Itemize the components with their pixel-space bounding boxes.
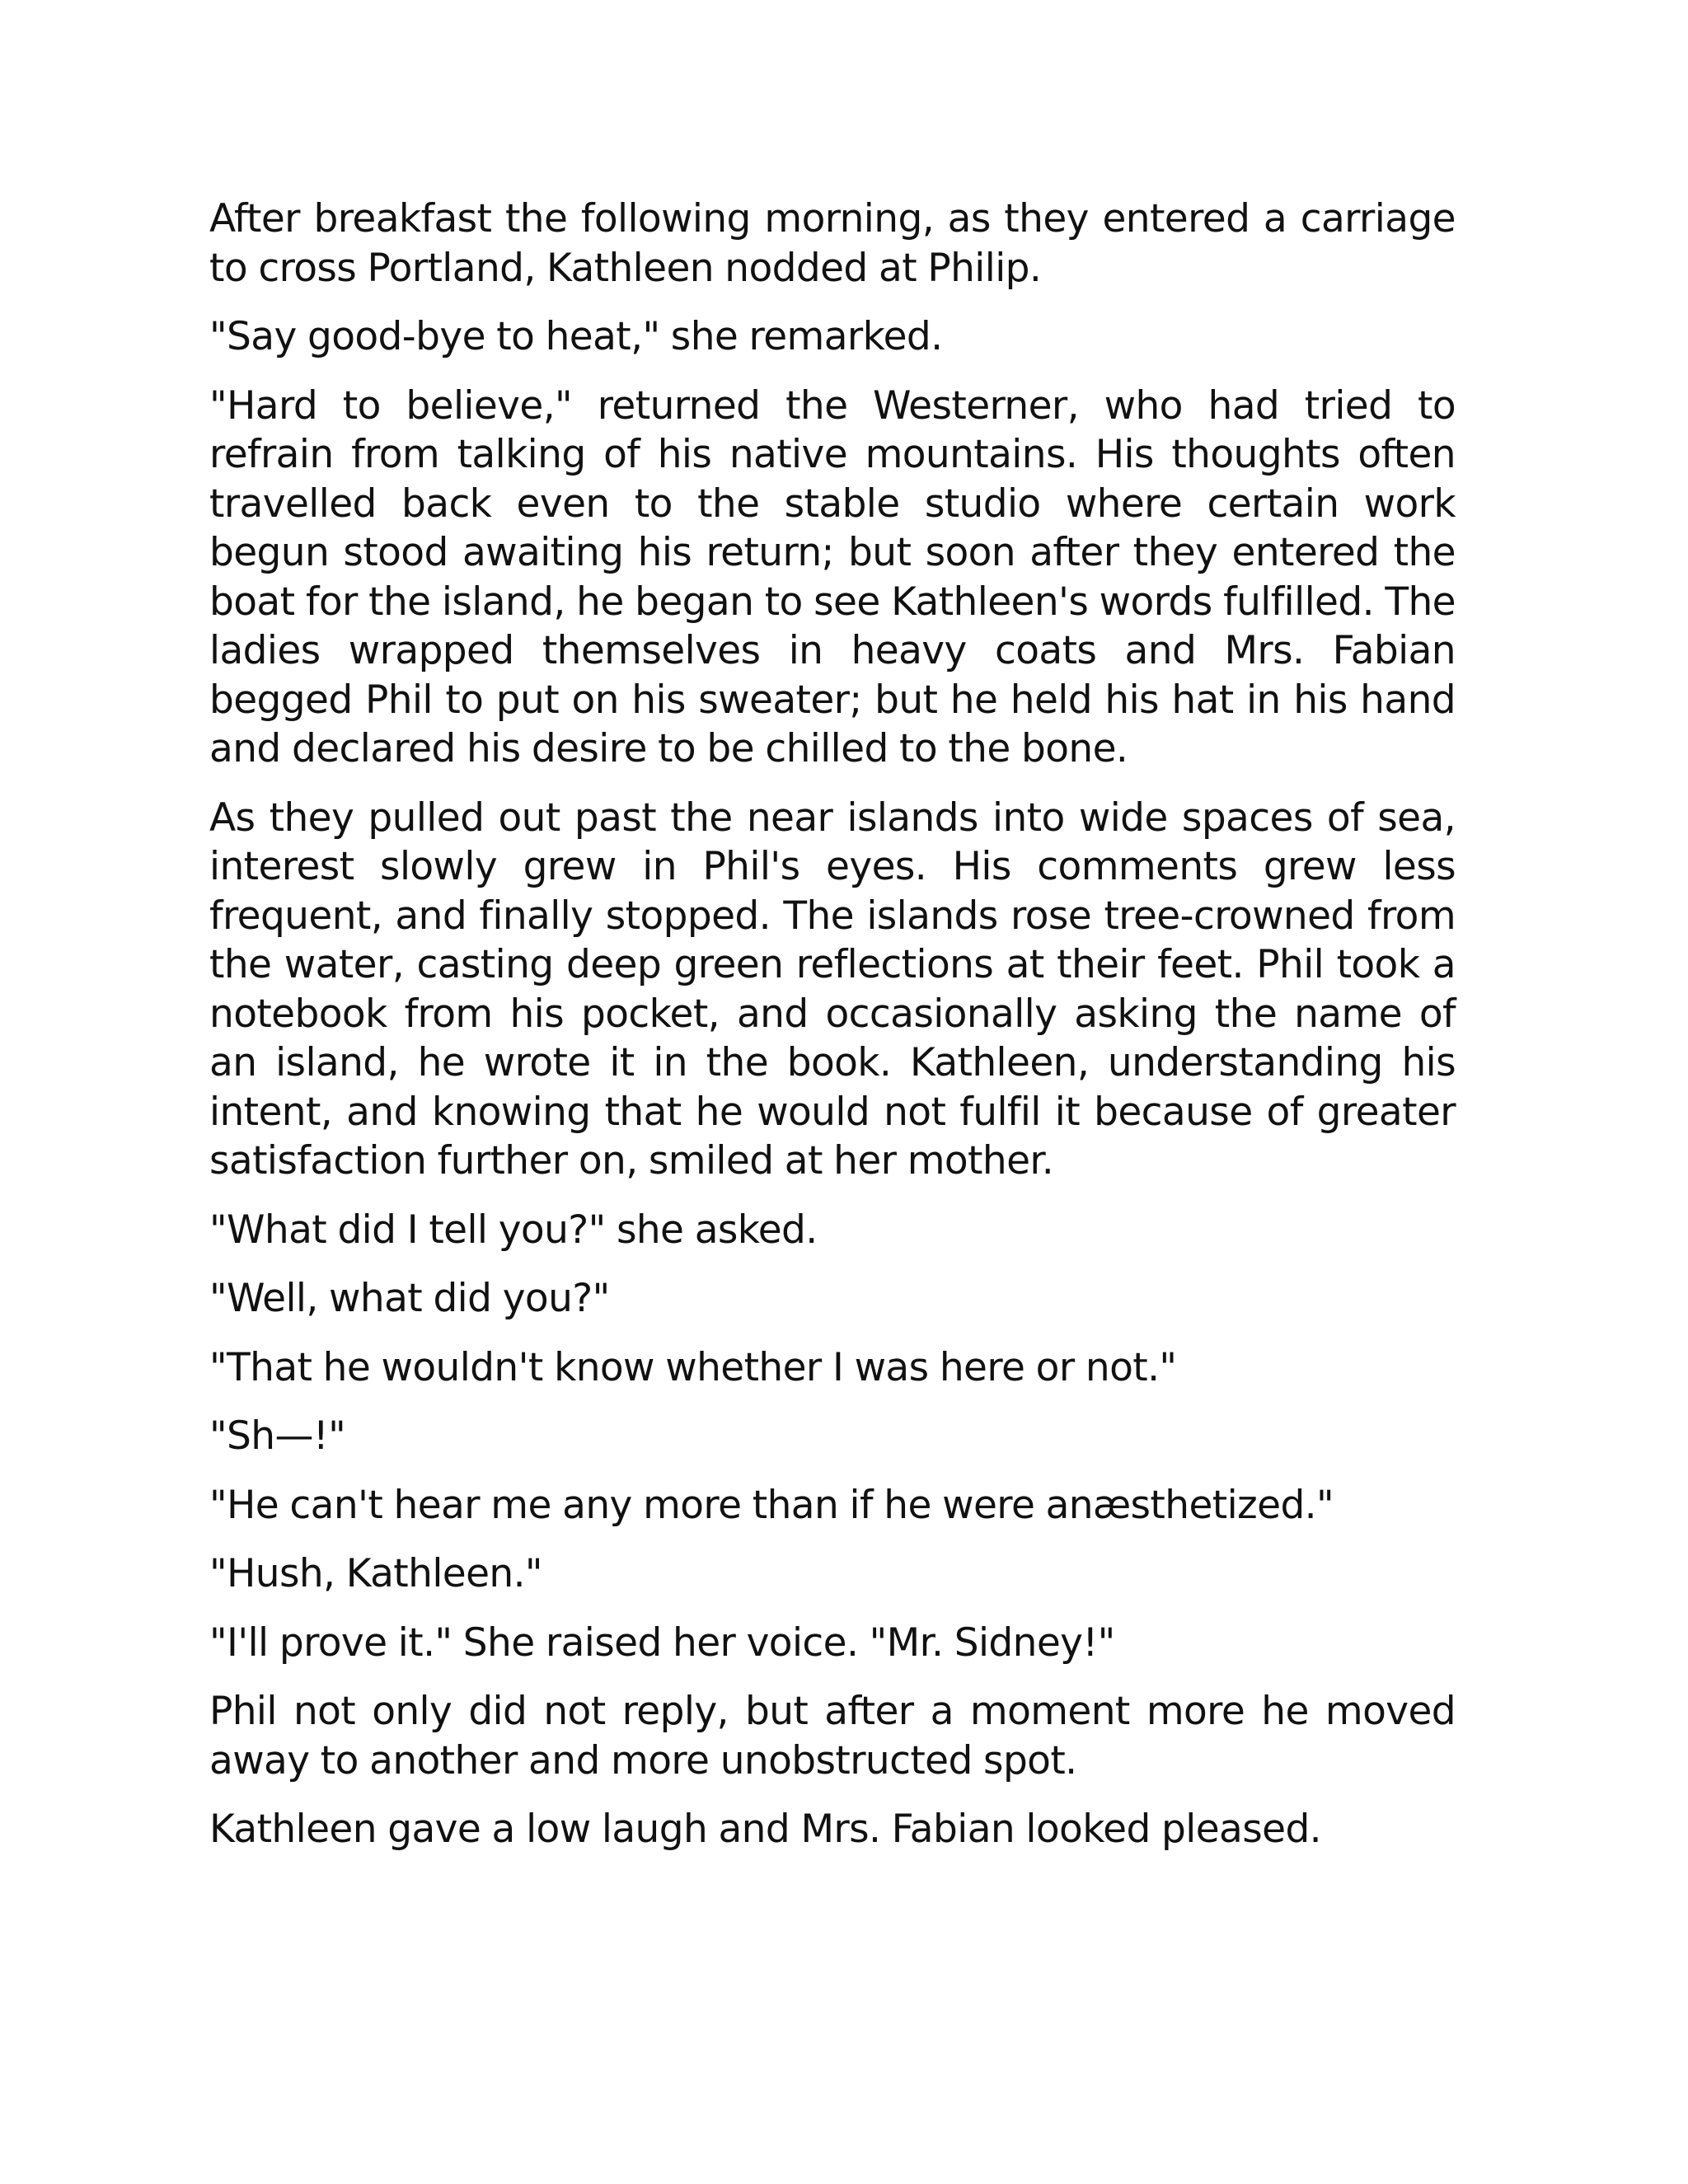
paragraph-4: As they pulled out past the near islands into wide spaces of sea, interest slowly grew in Phil's eyes. His comments grew less frequent, and finally stopped. The islands rose tree-crowned from the water, casting deep green reflections at their feet. Phil took a notebook from his pocket, and occasionally asking the name of an island, he wrote it in the book. Kathleen, understanding his intent, and knowing that he would not fulfil it because of greater satisfaction further on, smiled at her mother.	[209, 794, 1456, 1183]
paragraph-9: "He can't hear me any more than if he were anæsthetized."	[209, 1482, 1334, 1528]
paragraph-8: "Sh—!"	[209, 1413, 346, 1459]
paragraph-2: "Say good-bye to heat," she remarked.	[209, 314, 943, 359]
paragraph-10: "Hush, Kathleen."	[209, 1551, 542, 1596]
paragraph-11: "I'll prove it." She raised her voice. "Mr. Sidney!"	[209, 1619, 1115, 1666]
paragraph-13: Kathleen gave a low laugh and Mrs. Fabian looked pleased.	[209, 1807, 1322, 1852]
paragraph-7: "That he wouldn't know whether I was here or not."	[209, 1344, 1177, 1390]
paragraph-6: "Well, what did you?"	[209, 1276, 610, 1321]
paragraph-1: After breakfast the following morning, as they entered a carriage to cross Portland, Kathleen nodded at Philip.	[209, 196, 1456, 291]
paragraph-3: "Hard to believe," returned the Westerner, who had tried to refrain from talking of his native mountains. His thoughts often travelled back even to the stable studio where certain work begun stood awaiting his return; but soon after they entered the boat for the island, he began to see Kathleen's words fulfilled. The ladies wrapped themselves in heavy coats and Mrs. Fabian begged Phil to put on his sweater; but he held his hat in his hand and declared his desire to be chilled to the bone.	[209, 382, 1456, 771]
document-page	[209, 194, 1456, 1874]
paragraph-12: Phil not only did not reply, but after a moment more he moved away to another and more unobstructed spot.	[209, 1689, 1456, 1783]
paragraph-5: "What did I tell you?" she asked.	[209, 1207, 818, 1253]
